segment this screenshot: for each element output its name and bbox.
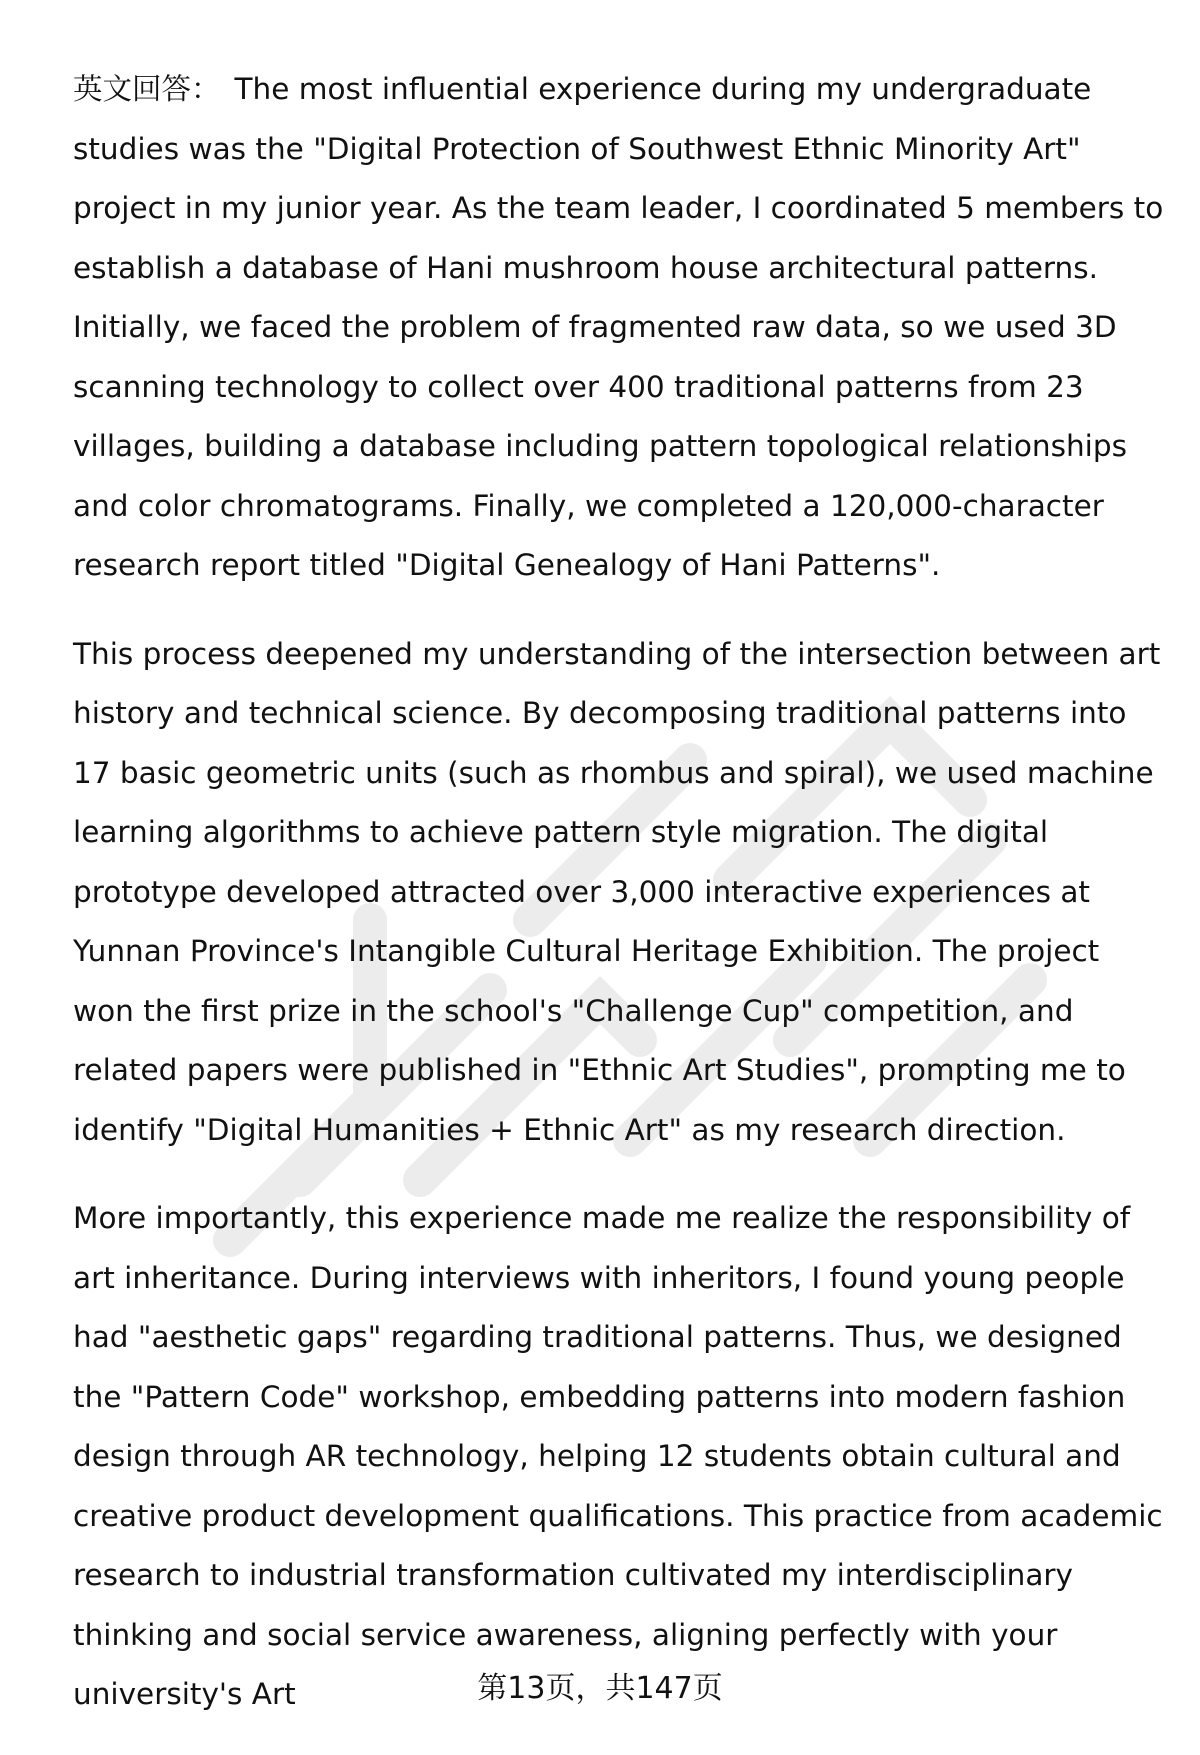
paragraph-1-text: The most influential experience during my undergraduate studies was the "Digital Protection of Southwest Ethnic Minority Art" project in my junior year. As the team leader, I coordinated 5 members to establish a database of Hani mushroom house architectural patterns. Initially, we faced the problem of fragmented raw data, so we used 3D scanning technology to collect over 400 traditional patterns from 23 villages, building a database including pattern topological relationships and color chromatograms. Finally, we completed a 120,000-character research report titled "Digital Genealogy of Hani Patterns". (73, 72, 1164, 582)
paragraph-1 (73, 60, 1165, 596)
page-number-footer: 第13页，共147页 (477, 1671, 723, 1706)
answer-label: 英文回答： (73, 72, 221, 106)
paragraph-3: More importantly, this experience made me realize the responsibility of art inheritance. During interviews with inheritors, I found young people had "aesthetic gaps" regarding traditional patterns. Thus, we designed the "Pattern Code" workshop, embedding patterns into modern fashion design through AR technology, helping 12 students obtain cultural and creative product development qualifications. This practice from academic research to industrial transformation cultivated my interdisciplinary thinking and social service awareness, aligning perfectly with your university's Art (73, 1201, 1163, 1711)
document-body (73, 60, 1165, 1754)
paragraph-2: This process deepened my understanding of the intersection between art history and technical science. By decomposing traditional patterns into 17 basic geometric units (such as rhombus and spiral), we used machine learning algorithms to achieve pattern style migration. The digital prototype developed attracted over 3,000 interactive experiences at Yunnan Province's Intangible Cultural Heritage Exhibition. The project won the first prize in the school's "Challenge Cup" competition, and related papers were published in "Ethnic Art Studies", prompting me to identify "Digital Humanities + Ethnic Art" as my research direction. (73, 636, 1161, 1147)
